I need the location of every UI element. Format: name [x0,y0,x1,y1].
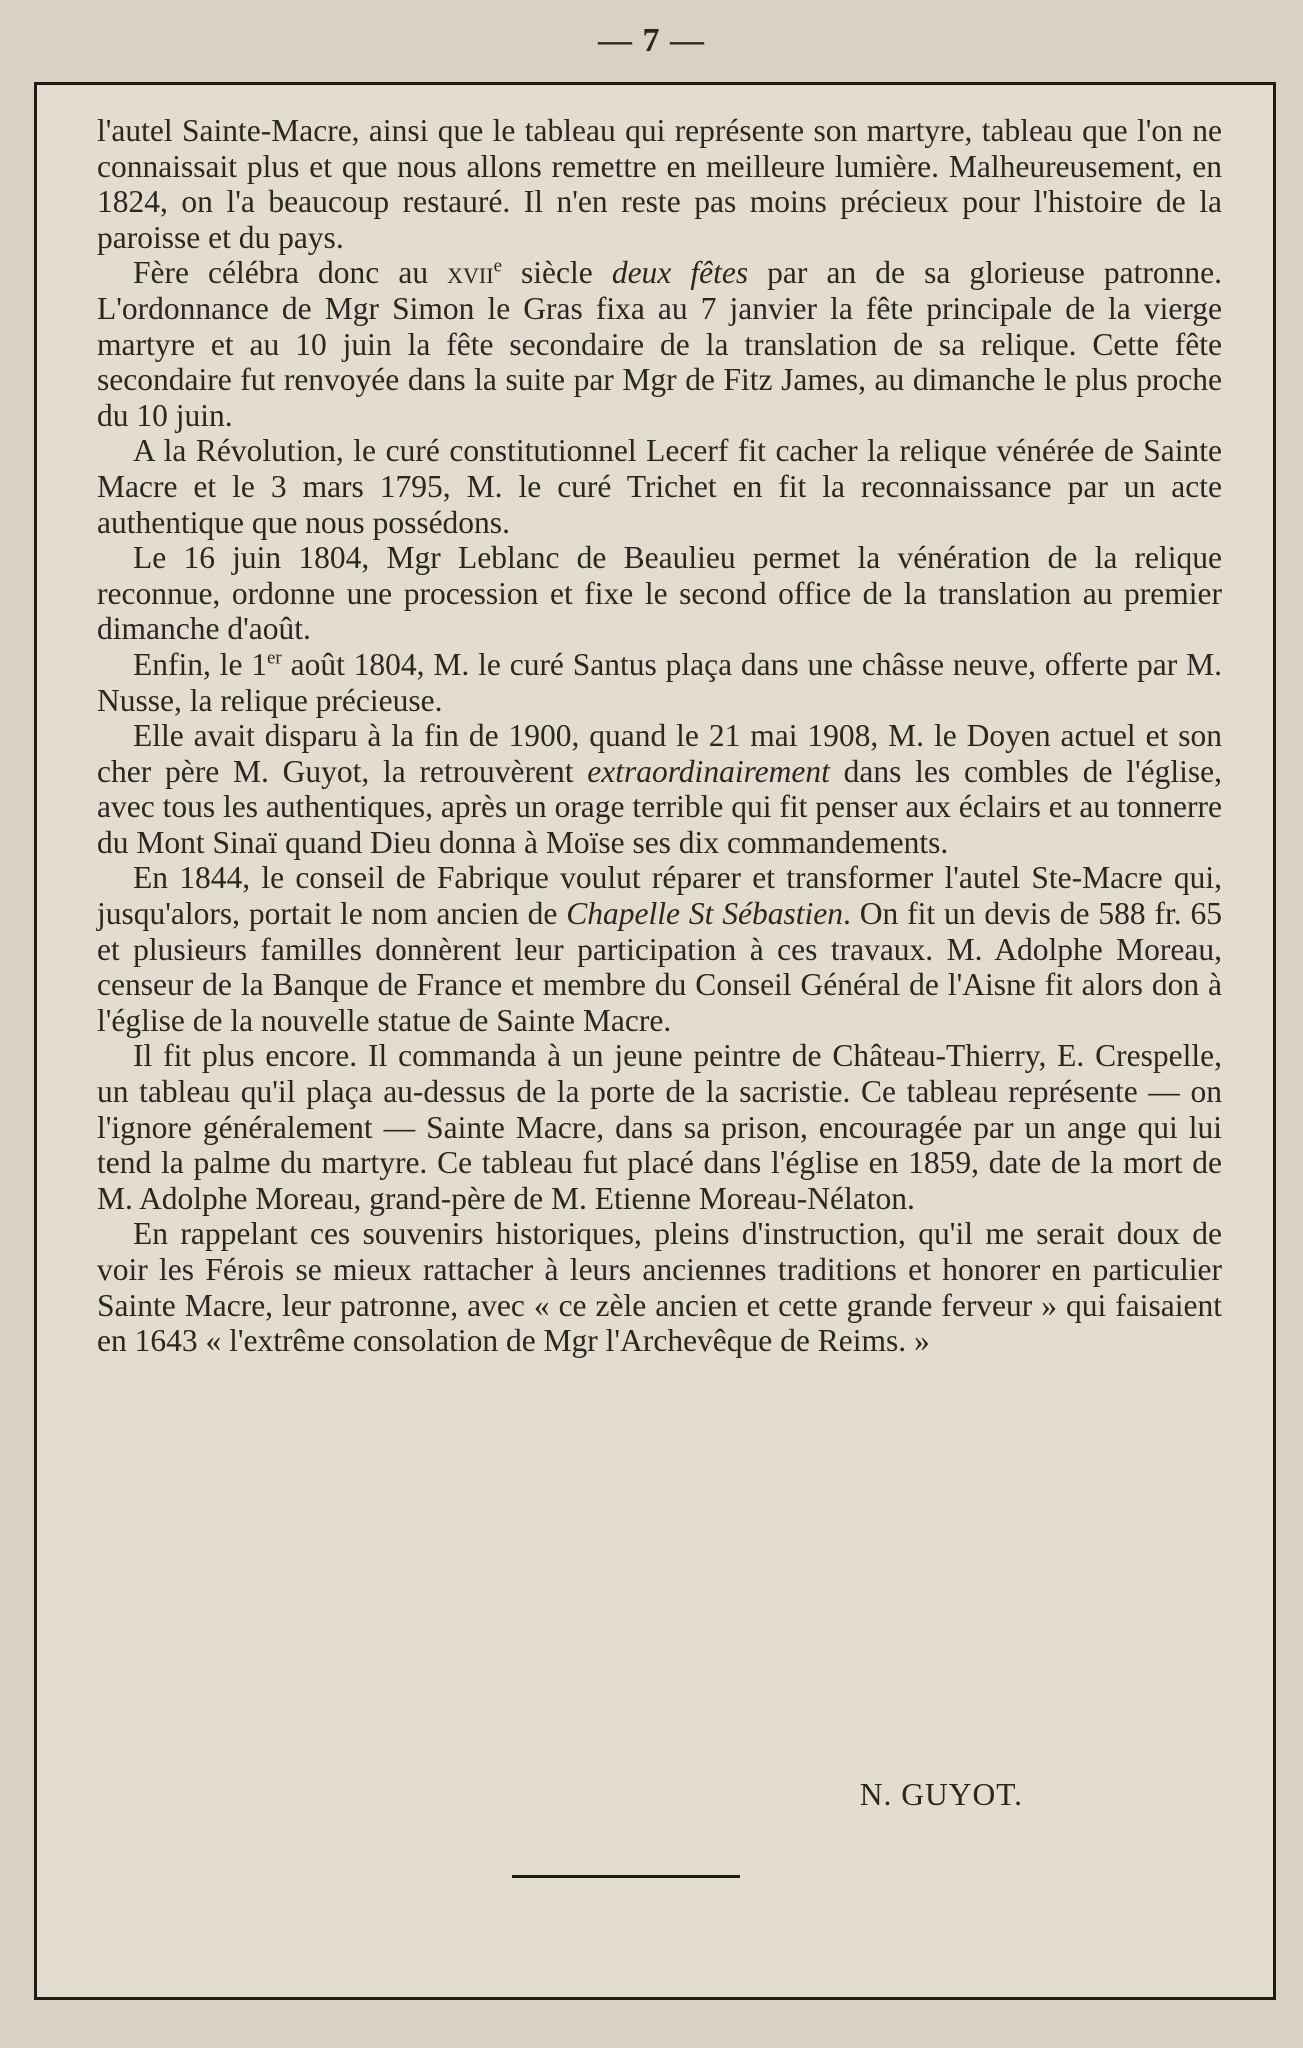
author-signature: N. GUYOT. [859,1777,1023,1812]
paragraph: l'autel Sainte-Macre, ainsi que le tableau qui représente son martyre, tableau que l'on ne connaissait plus et que nous allons remettre en meilleure lumière. Malheureusement, en 1824, on l'a beaucoup restauré. Il n'en reste pas moins précieux pour l'histoire de la paroisse et du pays. [97,113,1222,255]
paragraph: Enfin, le 1er août 1804, M. le curé Santus plaça dans une châsse neuve, offerte par M. Nusse, la relique précieuse. [97,646,1222,718]
paragraph: Le 16 juin 1804, Mgr Leblanc de Beaulieu permet la vénération de la relique reconnue, ordonne une procession et fixe le second office de la translation au premier dimanche d'août. [97,540,1222,647]
end-divider [512,1875,740,1878]
text-frame [34,82,1276,2000]
paragraph: Il fit plus encore. Il commanda à un jeune peintre de Château-Thierry, E. Crespelle, un tableau qu'il plaça au-dessus de la porte de la sacristie. Ce tableau représente — on l'ignore généralement — Sainte Macre, dans sa prison, encouragée par un ange qui lui tend la palme du martyre. Ce tableau fut placé dans l'église en 1859, date de la mort de M. Adolphe Moreau, grand-père de M. Etienne Moreau-Nélaton. [97,1038,1222,1216]
page-number: — 7 — [598,22,705,59]
paragraph: En 1844, le conseil de Fabrique voulut réparer et transformer l'autel Ste-Macre qui, jusqu'alors, portait le nom ancien de Chapelle St Sébastien. On fit un devis de 588 fr. 65 et plusieurs familles donnèrent leur participation à ces travaux. M. Adolphe Moreau, censeur de la Banque de France et membre du Conseil Général de l'Aisne fit alors don à l'église de la nouvelle statue de Sainte Macre. [97,860,1222,1038]
article-body [97,113,1222,1359]
paragraph: A la Révolution, le curé constitutionnel Lecerf fit cacher la relique vénérée de Sainte Macre et le 3 mars 1795, M. le curé Trichet en fit la reconnaissance par un acte authentique que nous possédons. [97,433,1222,540]
paragraph: Fère célébra donc au xvii$^e$ siècle deux fêtes par an de sa glorieuse patronne. L'ordonnance de Mgr Simon le Gras fixa au 7 janvier la fête principale de la vierge martyre et au 10 juin la fête secondaire de la translation de sa relique. Cette fête secondaire fut renvoyée dans la suite par Mgr de Fitz James, au dimanche le plus proche du 10 juin. [97,255,1222,433]
paragraph: Elle avait disparu à la fin de 1900, quand le 21 mai 1908, M. le Doyen actuel et son cher père M. Guyot, la retrouvèrent extraordinairement dans les combles de l'église, avec tous les authentiques, après un orage terrible qui fit penser aux éclairs et au tonnerre du Mont Sinaï quand Dieu donna à Moïse ses dix commandements. [97,718,1222,860]
paragraph: En rappelant ces souvenirs historiques, pleins d'instruction, qu'il me serait doux de voir les Férois se mieux rattacher à leurs anciennes traditions et honorer en particulier Sainte Macre, leur patronne, avec « ce zèle ancien et cette grande ferveur » qui faisaient en 1643 « l'extrême consolation de Mgr l'Archevêque de Reims. » [97,1216,1222,1359]
